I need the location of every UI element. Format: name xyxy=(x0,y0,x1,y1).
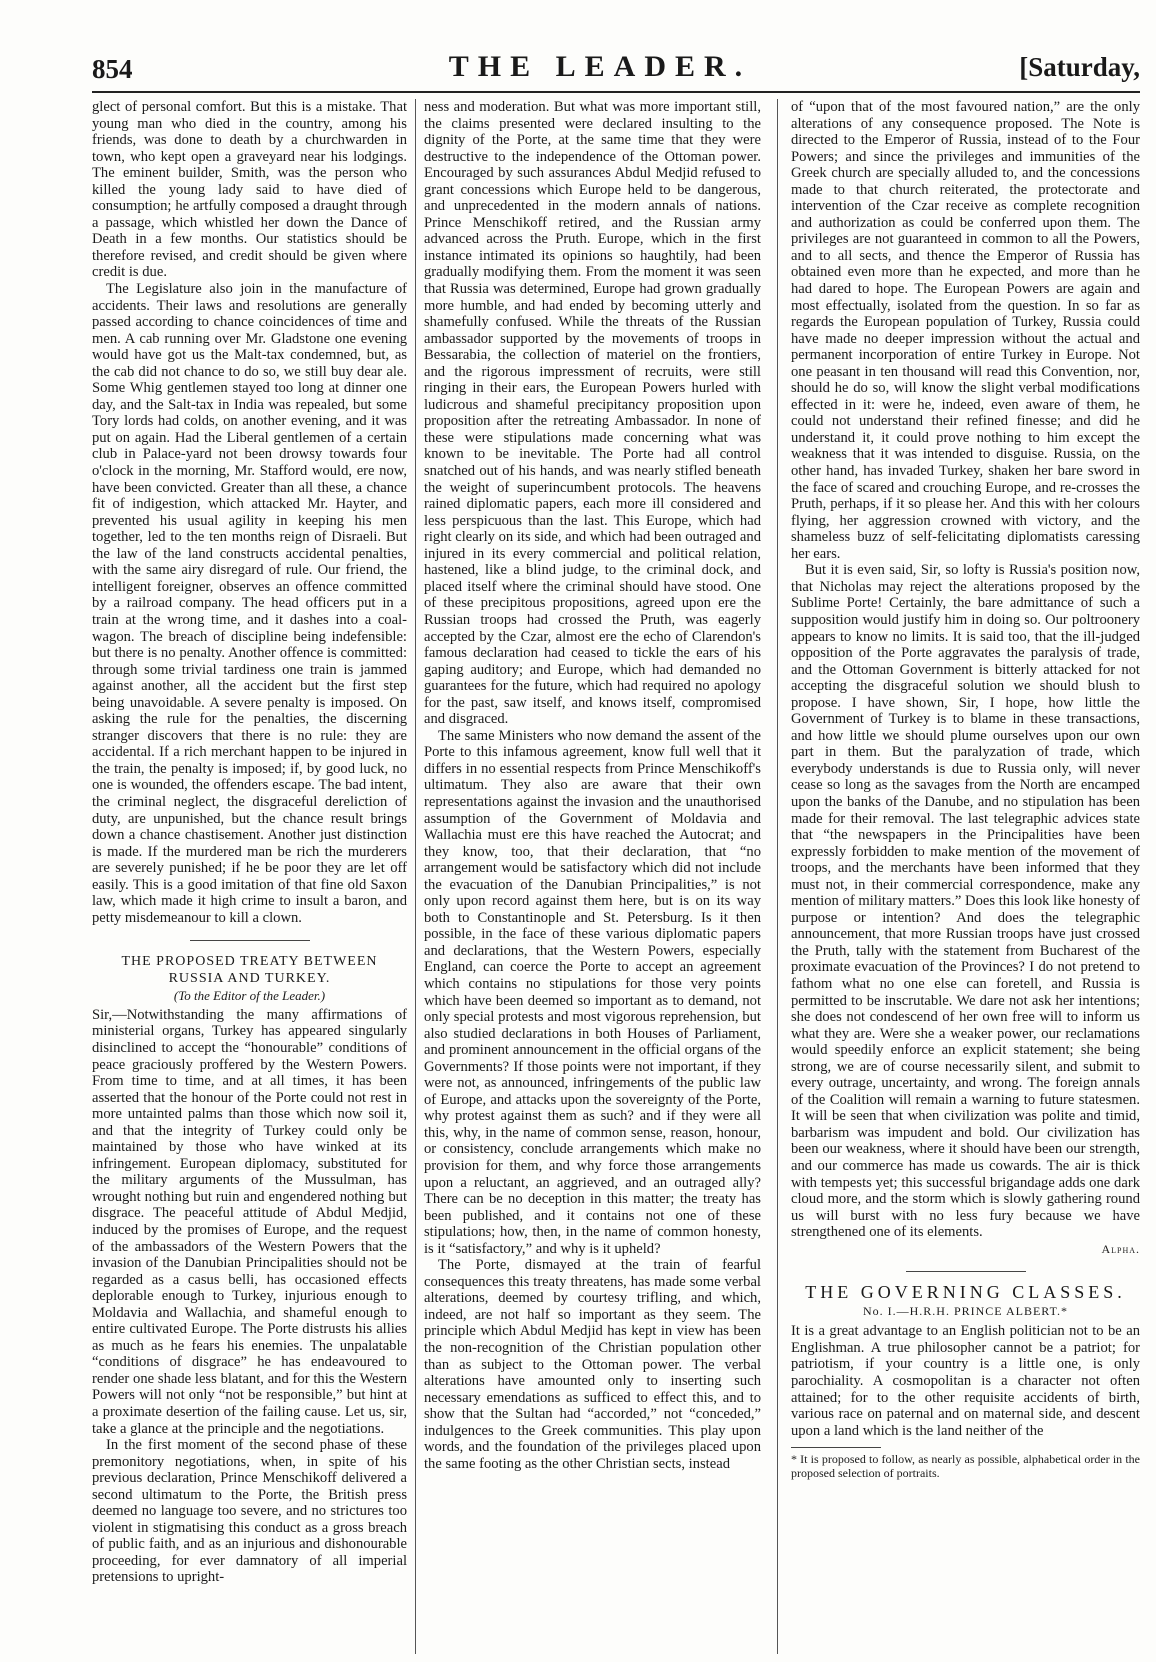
paragraph: glect of personal comfort. But this is a mistake. That young man who died in the country, among his friends, was done to death by a churchwarden in town, who kept open a graveyard near his lodgings. The eminent builder, Smith, was the person who killed the young lady said to have died of consumption; he artfully composed a draught through a passage, which whistled her down the Dance of Death in a few months. Our statistics should be therefore revised, and credit should be given where credit is due. xyxy=(92,99,407,281)
paragraph: The same Ministers who now demand the assent of the Porte to this infamous agreement, know full well that it differs in no essential respects from Prince Menschikoff's ultimatum. They also are aware that their own representations against the invasion and the unauthorised assumption of the Government of Moldavia and Wallachia must ere this have reached the Autocrat; and they know, too, that their declaration, that “no arrangement would be satisfactory which did not include the evacuation of the Danubian Principalities,” is not only upon record against them here, but is on its way both to Constantinople and St. Petersburg. Is it then possible, in the face of these various diplomatic papers and declarations, that the Western Powers, especially England, can coerce the Porte to accept an agreement which contains no stipulations for those very points which have been deemed so important as to demand, not only special protests and most vigorous reprehension, but also studied declarations in both Houses of Parliament, and prominent announcement in the official organs of the Governments? If those points were not important, if they were not, as announced, infringements of the public law of Europe, and attacks upon the sovereignty of the Porte, why protest against them as such? and if they were all this, why, in the name of common sense, reason, honour, or consistency, conclude arrangements which make no provision for them, and why force those arrangements upon a reluctant, an aggrieved, and an outraged ally? There can be no deception in this matter; the treaty has been published, and it contains not one of these stipulations; how, then, in the name of common honesty, is it “satisfactory,” and why is it upheld? xyxy=(424,727,761,1257)
page-number: 854 xyxy=(92,54,133,84)
paragraph: But it is even said, Sir, so lofty is Russia's position now, that Nicholas may reject the alterations proposed by the Sublime Porte! Certainly, the bare admittance of such a supposition would justify him in doing so. Our poltroonery appears to know no limits. It is said too, that the ill-judged opposition of the Porte aggravates the paralysis of trade, and the Ottoman Government is bitterly attacked for not accepting the disgraceful solution we should blush to propose. I have shown, Sir, I hope, how little the Government of Turkey is to blame in these transactions, and how little we should plume ourselves upon our own part in them. But the paralyzation of trade, which everybody understands is due to Russia only, will never cease so long as the savages from the North are encamped upon the banks of the Danube, and no stipulation has been made for their removal. The last telegraphic advices state that “the newspapers in the Principalities have been expressly forbidden to make mention of the movement of troops, and the merchants have been informed that they must not, in their commercial correspondence, make any mention of military matters.” Does this look like honesty of purpose or intention? And does the telegraphic announcement, that more Russian troops have just crossed the Pruth, tally with the statement from Bucharest of the proximate evacuation of the Provinces? I do not pretend to fathom what no one else can foretell, and Russia is permitted to be inscrutable. We dare not ask her intentions; she does not condescend of her own free will to inform us what they are. Were she a weaker power, our reclamations would speedily enforce an explicit statement; she being strong, we are of course necessarily silent, and submit to every outrage, uncertainty, and wrong. The foreign annals of the Coalition will remain a warning to future statesmen. It will be seen that when civilization was polite and timid, barbarism was impudent and bold. Our civilization has been our weakness, where it should have been our strength, and our commerce has made us cowards. The air is thick with tempests yet; this successful brigandage adds one dark cloud more, and the storm which is slowly gathering round us will burst with no less fury because we have strengthened one of its elements. xyxy=(791,562,1140,1241)
section-separator xyxy=(190,940,310,941)
paragraph: of “upon that of the most favoured nation,” are the only alterations of any consequence proposed. The Note is directed to the Emperor of Russia, instead of to the Four Powers; and since the privileges and immunities of the Greek church are specially alluded to, and the concessions made to that church reiterated, the protectorate and intervention of the Czar receive as complete recognition and authorization as could be conferred upon them. The privileges are not guaranteed in common to all the Powers, and to all sects, and thence the Emperor of Russia has obtained even more than he expected, and more than he had dared to hope. The European Powers are again and most effectually, isolated from the question. In so far as regards the European population of Turkey, Russia could have made no deeper impression without the actual and permanent incorporation of entire Turkey in Europe. Not one peasant in ten thousand will read this Convention, nor, should he do so, will know the slight verbal modifications effected in it: were he, indeed, even aware of them, he could not understand their refined finesse; and did he understand it, it could prove nothing to him except the weakness that it was intended to disguise. Russia, on the other hand, has invaded Turkey, shaken her bare sword in the face of scared and crouching Europe, and re-crosses the Pruth, perhaps, if it so please her. And this with her colours flying, her aggression crowned with victory, and the shameless buzz of self-felicitating diplomatists caressing her ears. xyxy=(791,99,1140,562)
letter-signature: Alpha. xyxy=(1101,1241,1140,1256)
paragraph: The Porte, dismayed at the train of fearful consequences this treaty threatens, has made some verbal alterations, deemed by courtesy trifling, and which, indeed, are not half so important as they seem. The principle which Abdul Medjid has kept in view has been the non-recognition of the Christian population other than as subject to the Ottoman power. The verbal alterations have amounted only to inserting such necessary emendations as sufficed to effect this, and to show that the Sultan had “accorded,” not “conceded,” indulgences to the Greek communities. This play upon words, and the foundation of the privileges placed upon the same footing as the other Christian sects, instead xyxy=(424,1257,761,1472)
paragraph: Sir,—Notwithstanding the many affirmations of ministerial organs, Turkey has appeared singularly disinclined to accept the “honourable” conditions of peace graciously proffered by the Western Powers. From time to time, and at all times, it has been asserted that the honour of the Porte could not rest in more untainted palms than those which now soil it, and that the integrity of Turkey could only be maintained by those who have winked at its infringement. European diplomacy, substituted for the military arguments of the Mussulman, has wrought nothing but ruin and engendered nothing but disgrace. The peaceful attitude of Abdul Medjid, induced by the promises of Europe, and the request of the ambassadors of the Western Powers that the invasion of the Danubian Principalities should not be regarded as a casus belli, has occasioned effects deplorable enough to Turkey, injurious enough to Moldavia and Wallachia, and shameful enough to entire cultivated Europe. The Porte distrusts his allies as much as he fears his enemies. The unpalatable “conditions of disgrace” he has endeavoured to render one shade less blatant, and for this the Western Powers will not only “not be responsible,” but hint at a proximate desertion of the failing cause. Let us, sir, take a glance at the principle and the negotiations. xyxy=(92,1006,407,1437)
masthead-rule xyxy=(92,91,1140,93)
article-heading: THE PROPOSED TREATY BETWEEN RUSSIA AND TURKEY. xyxy=(121,954,378,987)
footnote-separator xyxy=(791,1447,881,1448)
issue-day: [Saturday, xyxy=(1019,52,1140,82)
column-2 xyxy=(424,99,761,1654)
column-divider xyxy=(777,99,778,1654)
footnote: * It is proposed to follow, as nearly as possible, alphabetical order in the proposed selection of portraits. xyxy=(791,1452,1140,1481)
paragraph: The Legislature also join in the manufacture of accidents. Their laws and resolutions are generally passed according to chance coincidences of time and men. A cab running over Mr. Gladstone one evening would have got us the Malt-tax condemned, but, as the cab did not chance to do so, we still buy dear ale. Some Whig gentlemen stayed too long at dinner one day, and the Salt-tax in India was repealed, but some Tory lords had colds, on another evening, and it was put on again. Had the Liberal gentlemen of a certain club in Palace-yard not been drowsy towards four o'clock in the morning, Mr. Stafford would, ere now, have been convicted. Greater than all these, a chance fit of indigestion, which attacked Mr. Hayter, and prevented his usual agility in keeping his men together, led to the ten months reign of Disraeli. But the law of the land constructs accidental penalties, with the same airy disregard of rule. Our friend, the intelligent foreigner, observes an offence committed by a railroad company. The head officers put in a train at the wrong time, and it dashes into a coal-wagon. The breach of discipline being indefensible: but there is no penalty. Another offence is committed: through some trivial tardiness one train is jammed against another, all the accident but the first step being unavoidable. A severe penalty is imposed. On asking the rule for the penalties, the discerning stranger discovers that there is no rule: they are accidental. If a rich merchant happen to be injured in the train, the penalty is imposed; if, by good luck, no one is wounded, the offenders escape. The bad intent, the criminal neglect, the disgraceful dereliction of duty, are unpunished, but the chance result brings down a chance chastisement. Another just distinction is made. If the murdered man be rich the murderers are severely punished; if he be poor they are let off easily. This is a good imitation of that fine old Saxon law, which made it high crime to insult a baron, and petty misdemeanour to kill a clown. xyxy=(92,281,407,926)
masthead xyxy=(60,50,1140,90)
column-divider xyxy=(415,99,416,1654)
column-3 xyxy=(791,99,1140,1654)
newspaper-title: THE LEADER. xyxy=(448,50,752,83)
article-subheading: (To the Editor of the Leader.) xyxy=(173,988,326,1004)
paragraph: ness and moderation. But what was more important still, the claims presented were declared insulting to the dignity of the Porte, at the same time that they were destructive to the independence of the Ottoman power. Encouraged by such assurances Abdul Medjid refused to grant concessions which Europe held to be dangerous, and unprecedented in the modern annals of nations. Prince Menschikoff retired, and the Russian army advanced across the Pruth. Europe, which in the first instance intimated its opinions so haughtily, had been gradually modifying them. From the moment it was seen that Russia was determined, Europe had grown gradually more humble, and had ended by becoming utterly and shamefully confused. While the threats of the Russian ambassador supported by the movements of troops in Bessarabia, the collection of materiel on the frontiers, and the rigorous impressment of recruits, were still ringing in their ears, the European Powers hurled with ludicrous and shameful precipitancy proposition upon proposition after the retreating Ambassador. In none of these were stipulations made concerning what was known to be inevitable. The Porte had all control snatched out of his hands, and was nearly stifled beneath the weight of superincumbent protocols. The heavens rained diplomatic papers, each more ill considered and less perspicuous than the last. This Europe, which had right clearly on its side, and which had been outraged and injured in its every commercial and political relation, hastened, like a blind judge, to the criminal dock, and placed itself where the criminal should have stood. One of these precipitous propositions, agreed upon ere the Russian troops had crossed the Pruth, was eagerly accepted by the Czar, almost ere the echo of Clarendon's famous declaration had ceased to tickle the ears of his gaping auditory; and Europe, which had demanded no guarantees for the future, which had required no apology for the past, saw itself, and knows itself, compromised and disgraced. xyxy=(424,99,761,728)
paragraph: It is a great advantage to an English politician not to be an Englishman. A true philosopher cannot be a patriot; for patriotism, if your country is a little one, is only parochiality. A cosmopolitan is a character not often attained; for to the other requisite accidents of birth, various race on paternal and on maternal side, and descent upon a land which is the land neither of the xyxy=(791,1323,1140,1439)
column-1 xyxy=(92,99,407,1654)
article-byline: No. I.—H.R.H. PRINCE ALBERT.* xyxy=(862,1303,1069,1318)
paragraph: In the first moment of the second phase of these premonitory negotiations, when, in spite of his previous declaration, Prince Menschikoff delivered a second ultimatum to the Porte, the British press deemed no language too severe, and no strictures too violent in stigmatising this conduct as a gross breach of public faith, and as an injurious and dishonourable proceeding, for ever damnatory of all imperial pretensions to upright- xyxy=(92,1437,407,1586)
article-heading: THE GOVERNING CLASSES. xyxy=(805,1282,1126,1303)
section-separator xyxy=(906,1271,1026,1272)
